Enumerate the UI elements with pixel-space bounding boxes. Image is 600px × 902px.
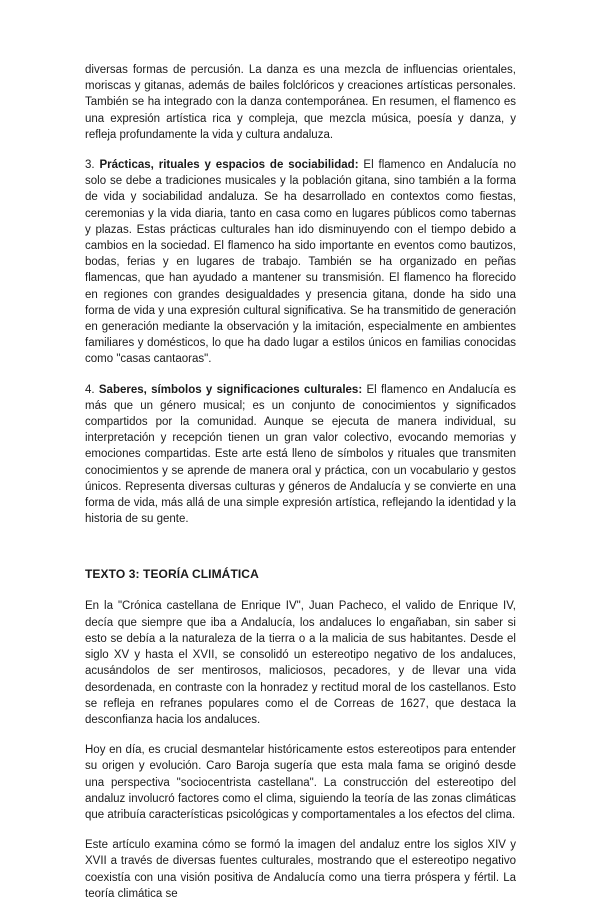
paragraph-section-4 — [85, 382, 516, 528]
section-3-body: El flamenco en Andalucía no solo se debe a tradiciones musicales y la población gitana, sino también a la forma de vida y sociabilidad andaluza. Se ha desarrollado en contextos como fiestas, ceremonias y la vida diaria, tanto en casa como en lugares públicos como tabernas y plazas. Estas prácticas culturales han ido disminuyendo con el tiempo debido a cambios en la sociedad. El flamenco ha sido importante en eventos como bautizos, bodas, ferias y en lugares de trabajo. También se ha organizado en peñas flamencas, que han ayudado a mantener su transmisión. El flamenco ha florecido en regiones con grandes desigualdades y presencia gitana, donde ha sido una forma de vida y una expresión cultural significativa. Se ha transmitido de generación en generación mediante la observación y la imitación, especialmente en ambientes familiares y domésticos, lo que ha dado lugar a estilos únicos en familias conocidas como "casas cantaoras". — [85, 159, 516, 366]
section-3-title: Prácticas, rituales y espacios de sociabilidad: — [99, 159, 359, 172]
paragraph-flamenco-summary: diversas formas de percusión. La danza es una mezcla de influencias orientales, moriscas y gitanas, además de bailes folclóricos y creaciones artísticas personales. También se ha integrado con la danza contemporánea. En resumen, el flamenco es una expresión artística rica y compleja, que mezcla música, poesía y danza, y refleja profundamente la vida y cultura andaluza. — [85, 64, 516, 141]
section-4-title: Saberes, símbolos y significaciones culturales: — [98, 383, 363, 396]
section-3-number: 3. — [85, 159, 100, 172]
section-4-body: El flamenco en Andalucía es más que un género musical; es un conjunto de conocimientos y significados compartidos por la comunidad. Aunque se ejecuta de manera individual, su interpretación y recepción tienen un gran valor colectivo, evocando memorias y emociones compartidas. Este arte está lleno de símbolos y rituales que transmiten conocimientos y se aprende de manera oral y práctica, con un vocabulario y gestos únicos. Representa diversas culturas y géneros de Andalucía y se convierte en una forma de vida, más allá de una simple expresión artística, reflejando la identidad y la historia de su gente. — [85, 383, 516, 526]
paragraph-section-3 — [85, 157, 516, 368]
paragraph-desmantelar-estereotipos: Hoy en día, es crucial desmantelar históricamente estos estereotipos para entender su origen y evolución. Caro Baroja sugería que esta mala fama se originó desde una perspectiva "sociocentrista castellana". La construcción del estereotipo del andaluz involucró factores como el clima, siguiendo la teoría de las zonas climáticas que atribuía características psicológicas y comportamentales a los efectos del clima. — [85, 744, 516, 821]
paragraph-articulo-examina: Este artículo examina cómo se formó la imagen del andaluz entre los siglos XIV y XVII a través de diversas fuentes culturales, mostrando que el estereotipo negativo coexistía con una visión positiva de Andalucía como una tierra próspera y fértil. La teoría climática se — [85, 839, 516, 900]
heading-texto-3: TEXTO 3: TEORÍA CLIMÁTICA — [85, 567, 259, 582]
paragraph-cronica-castellana: En la "Crónica castellana de Enrique IV", Juan Pacheco, el valido de Enrique IV, decía que siempre que iba a Andalucía, los andaluces lo engañaban, sin saber si esto se debía a la naturaleza de la tierra o a la malicia de sus habitantes. Desde el siglo XV y hasta el XVII, se consolidó un estereotipo negativo de los andaluces, acusándolos de ser mentirosos, maliciosos, pecadores, y de llevar una vida desordenada, en contraste con la honradez y rectitud moral de los castellanos. Esto se refleja en refranes populares como el de Correas de 1627, que destaca la desconfianza hacia los andaluces. — [85, 600, 516, 726]
section-4-number: 4. — [85, 383, 99, 396]
